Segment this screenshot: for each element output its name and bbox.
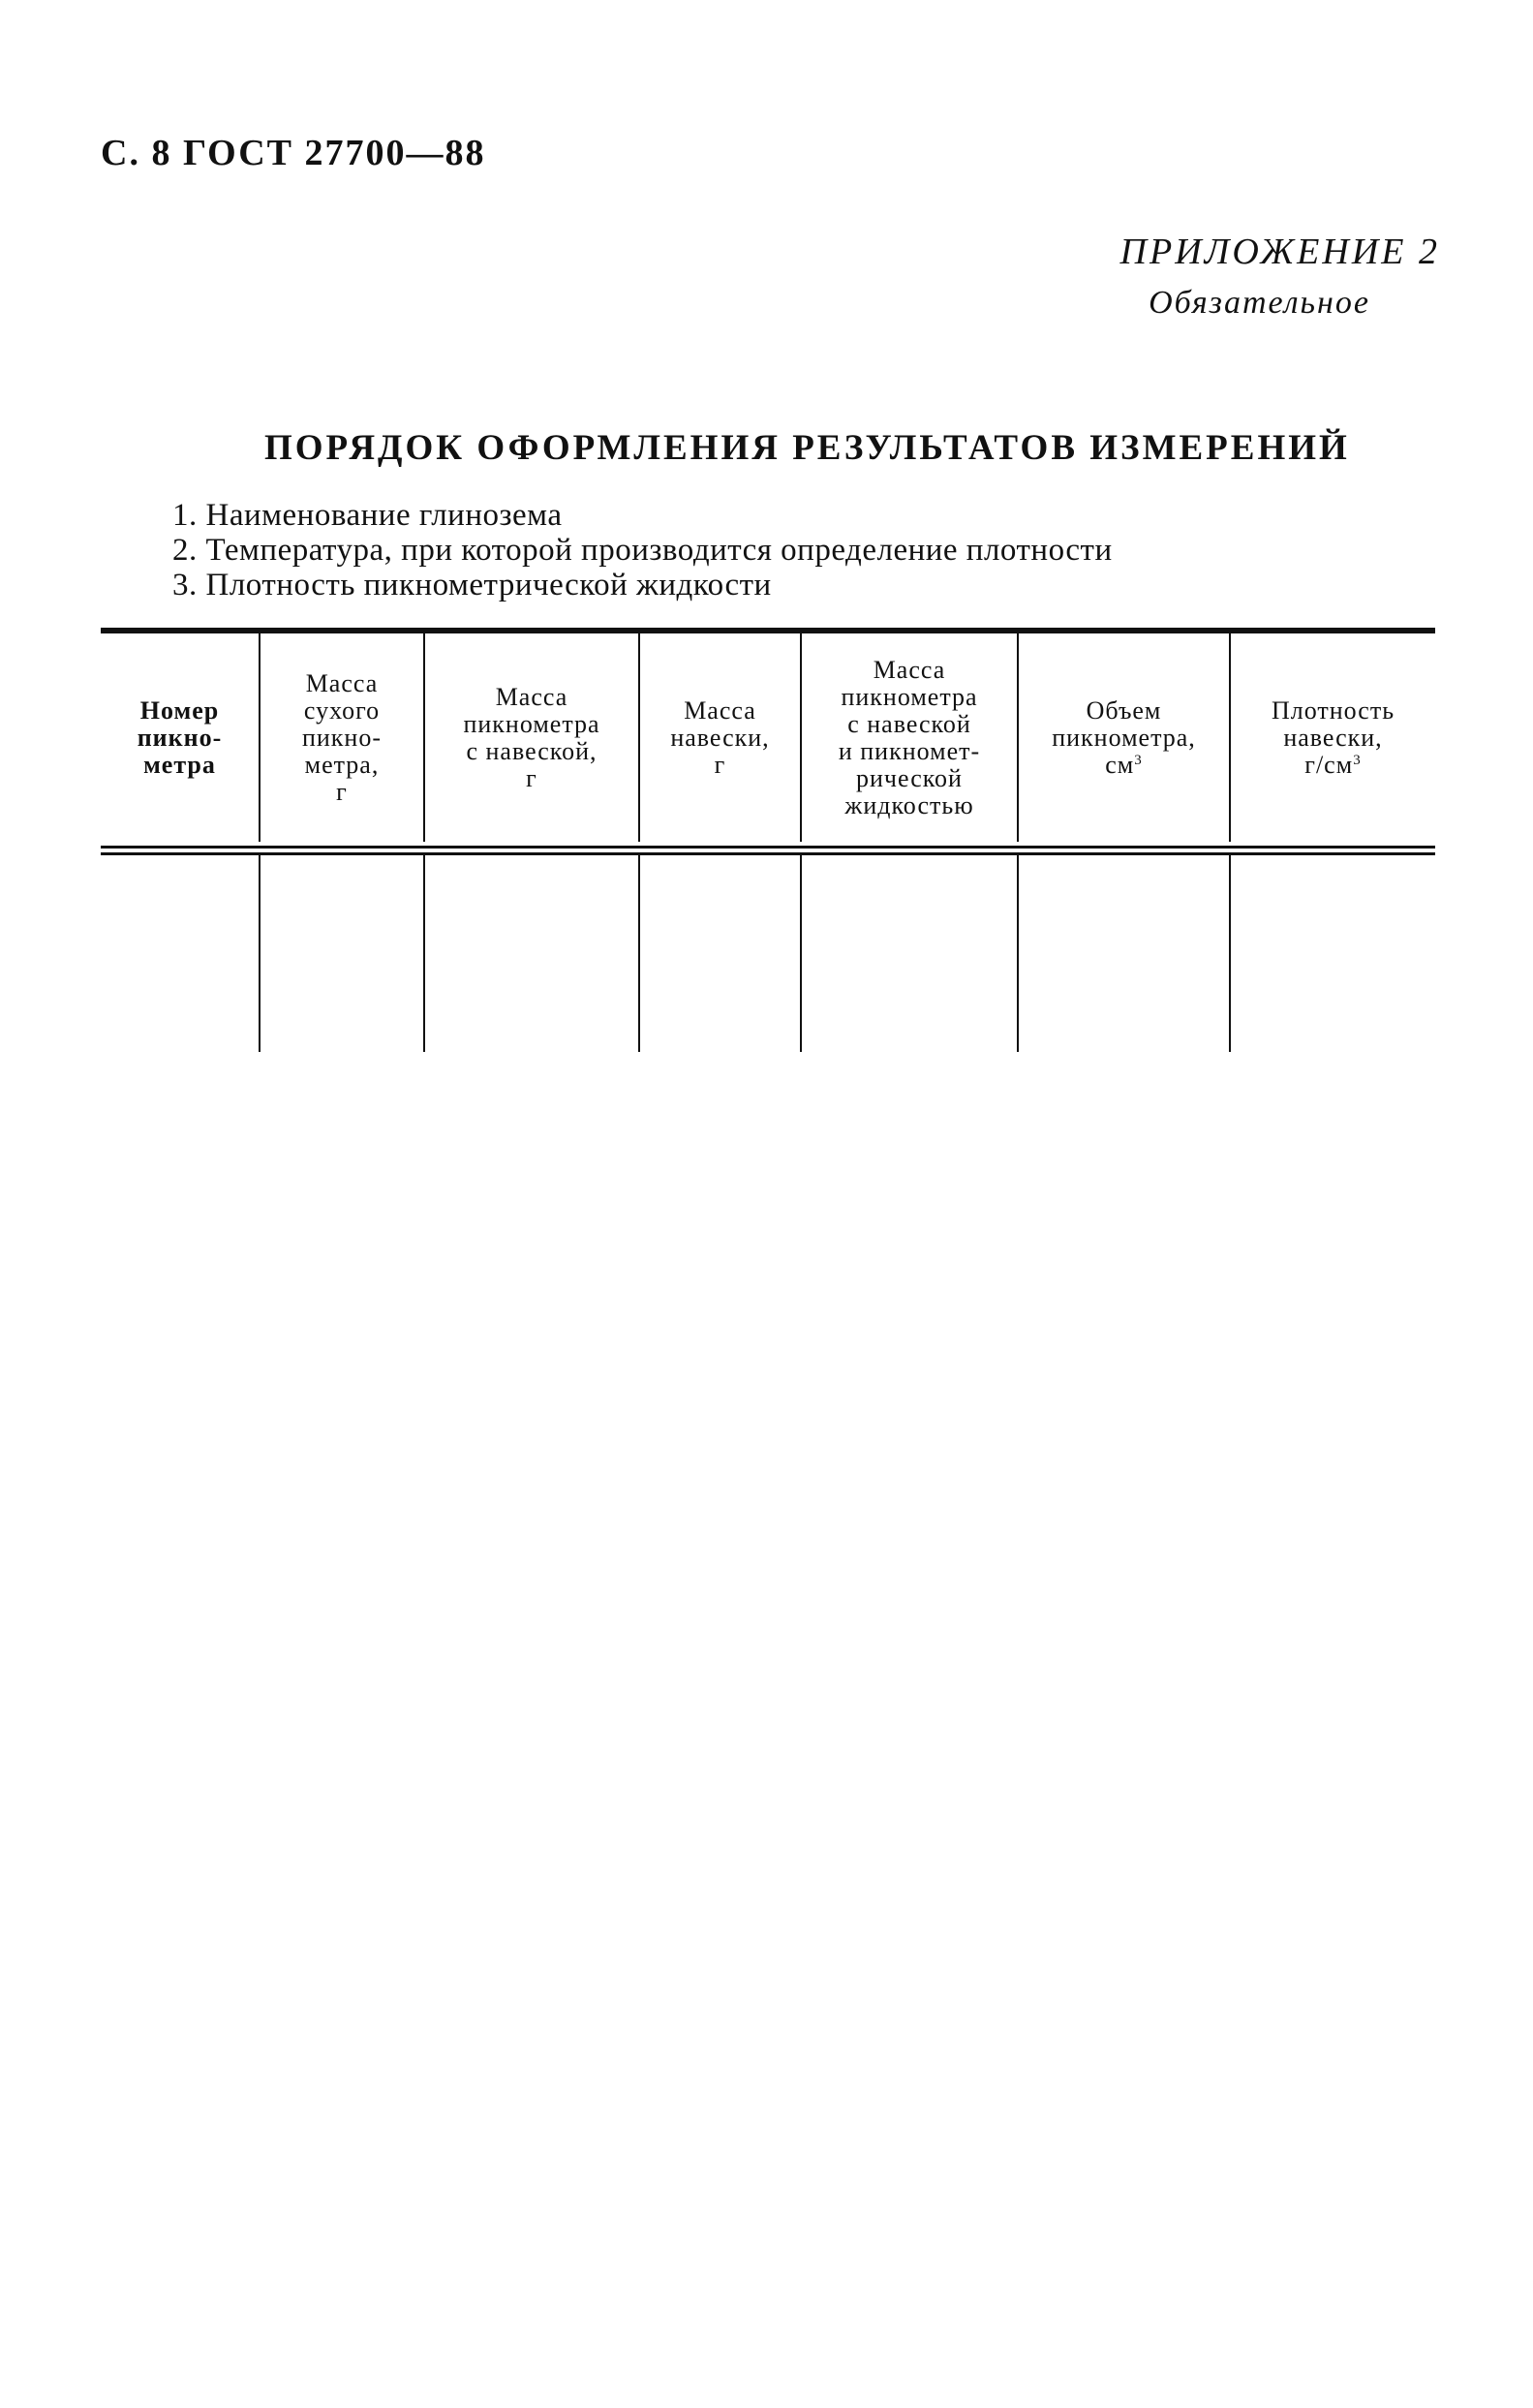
column-header-mass-with-liquid (800, 633, 1017, 842)
section-title: ПОРЯДОК ОФОРМЛЕНИЯ РЕЗУЛЬТАТОВ ИЗМЕРЕНИЙ (264, 428, 1350, 468)
column-header-sample-mass (638, 633, 800, 842)
table-header-row (101, 633, 1435, 842)
column-header-label: Плотность навески, $г/см^3$ (1271, 695, 1395, 779)
table-header-rule (101, 846, 1435, 849)
list-item: 1. Наименование глинозема (172, 498, 563, 533)
results-table (101, 628, 1435, 1052)
list-item: 3. Плотность пикнометрической жидкости (172, 568, 772, 602)
column-header-mass-with-sample (423, 633, 638, 842)
table-cell[interactable] (259, 855, 423, 1052)
table-cell[interactable] (1229, 855, 1435, 1052)
table-cell[interactable] (1017, 855, 1229, 1052)
column-header-label: Масса пикнометра с навеской и пикномет- рической жидкостью (838, 655, 981, 819)
items-list (172, 498, 1113, 602)
column-header-label: Номер пикно- метра (137, 695, 223, 779)
column-header-pycnometer-number (101, 633, 259, 842)
column-header-density (1229, 633, 1435, 842)
column-header-volume (1017, 633, 1229, 842)
list-item: 2. Температура, при которой производится определение плотности (172, 533, 1113, 568)
page-header: С. 8 ГОСТ 27700—88 (101, 133, 486, 173)
column-header-label: Масса сухого пикно- метра, г (301, 668, 383, 806)
column-header-label: Масса навески, г (670, 695, 770, 779)
table-cell[interactable] (638, 855, 800, 1052)
column-header-dry-mass (259, 633, 423, 842)
appendix-subtitle: Обязательное (1149, 285, 1370, 321)
table-row (101, 855, 1435, 1052)
table-cell[interactable] (101, 855, 259, 1052)
column-header-label: Масса пикнометра с навеской, г (463, 682, 600, 792)
column-header-label: Объем пикнометра, $см^3$ (1052, 695, 1196, 779)
table-cell[interactable] (423, 855, 638, 1052)
table-cell[interactable] (800, 855, 1017, 1052)
appendix-title: ПРИЛОЖЕНИЕ 2 (1119, 232, 1440, 272)
